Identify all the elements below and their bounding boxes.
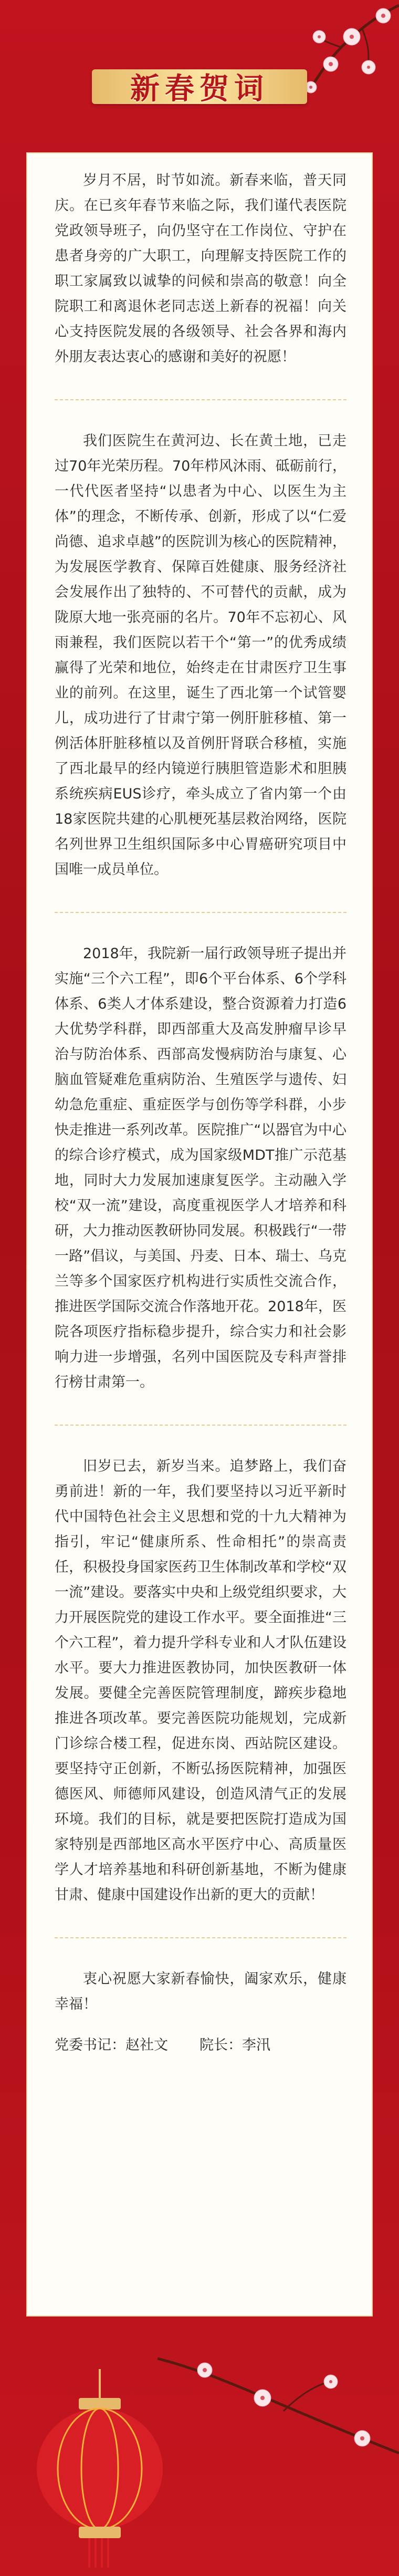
signature-line (55, 2033, 346, 2058)
page-title: 新春贺词 (130, 72, 269, 106)
paragraph-opening: 岁月不居，时节如流。新春来临，普天同庆。在已亥年春节来临之际，我们谨代表医院党政领导班子，向仍坚守在工作岗位、守护在患者身旁的广大职工，向理解支持医院工作的职工家属致以诚挚的问候和崇高的敬意！向全院职工和离退休老同志送上新春的祝福！向关心支持医院发展的各级领导、社会各界和海内外朋友表达衷心的感谢和美好的祝愿！ (55, 172, 346, 365)
content-body (55, 168, 346, 2058)
divider (55, 1937, 346, 1938)
paragraph-history: 我们医院生在黄河边、长在黄土地，已走过70年光荣历程。70年栉风沐雨、砥砺前行，一代代医者坚持“以患者为中心、以医生为主体”的理念，不断传承、创新，形成了以“仁爱尚德、追求卓越”的医院训为核心的医院精神，为发展医学教育、保障百姓健康、服务经济社会发展作出了独特的、不可替代的贡献，成为陇原大地一张亮丽的名片。70年不忘初心、风雨兼程，我们医院以若干个“第一”的优秀成绩赢得了光荣和地位，始终走在甘肃医疗卫生事业的前列。在这里，诞生了西北第一个试管婴儿，成功进行了甘肃宁第一例肝脏移植、第一例活体肝脏移植以及首例肝肾联合移植，实施了西北最早的经内镜逆行胰胆管造影术和胆胰系统疾病EUS诊疗，牵头成立了省内第一个由18家医院共建的心肌梗死基层救治网络，医院名列世界卫生组织国际多中心胃癌研究项目中国唯一成员单位。 (55, 433, 346, 878)
header (0, 0, 399, 152)
title-banner (92, 58, 307, 116)
footer-decoration (0, 2317, 399, 2576)
divider (55, 399, 346, 400)
signature-secretary: 党委书记：赵社文 (55, 2037, 168, 2053)
lantern-icon (32, 2369, 168, 2569)
divider (55, 1425, 346, 1426)
content-card (26, 152, 373, 2317)
paragraph-wishes: 衷心祝愿大家新春愉快，阖家欢乐，健康幸福！ (55, 1971, 346, 2012)
plum-branch-icon (158, 2327, 399, 2485)
paragraph-new-year: 旧岁已去，新岁当来。追梦路上，我们奋勇前进！新的一年，我们要坚持以习近平新时代中国特色社会主义思想和党的十九大精神为指引，牢记“健康所系、性命相托”的崇高责任，积极投身国家医药卫生体制改革和学校“双一流”建设。要落实中央和上级党组织要求，大力开展医院党的建设工作水平。要全面推进“三个六工程”，着力提升学科专业和人才队伍建设水平。要大力推进医教协同，加快医教研一体发展。要健全完善医院管理制度，蹄疾步稳地推进各项改革。要完善医院功能规划，完成新门诊综合楼工程，促进东岗、西站院区建设。要坚持守正创新，不断弘扬医院精神，加强医德医风、师德师风建设，创造风清气正的发展环境。我们的目标，就是要把医院打造成为国家特别是西部地区高水平医疗中心、高质量医学人才培养基地和科研创新基地，不断为健康甘肃、健康中国建设作出新的更大的贡献！ (55, 1458, 346, 1903)
divider (55, 912, 346, 913)
signature-president: 院长：李汛 (200, 2037, 270, 2053)
paragraph-2018: 2018年，我院新一届行政领导班子提出并实施“三个六工程”，即6个平台体系、6个学科体系、6类人才体系建设，整合资源着力打造6大优势学科群，即西部重大及高发肿瘤早诊早治与防治体系、西部高发慢病防治与康复、心脑血管疑难危重病防治、生殖医学与遗传、妇幼急危重症、重症医学与创伤等学科群，小步快走推进一系列改革。医院推广“以器官为中心的综合诊疗模式，成为国家级MDT推广示范基地，同时大力发展加速康复医学。主动融入学校“双一流”建设，高度重视医学人才培养和科研，大力推动医教研协同发展。积极践行“一带一路”倡议，与美国、丹麦、日本、瑞士、乌克兰等多个国家医疗机构进行实质性交流合作，推进医学国际交流合作落地开花。2018年，医院各项医疗指标稳步提升，综合实力和社会影响力进一步增强，名列中国医院及专科声誉排行榜甘肃第一。 (55, 946, 346, 1390)
